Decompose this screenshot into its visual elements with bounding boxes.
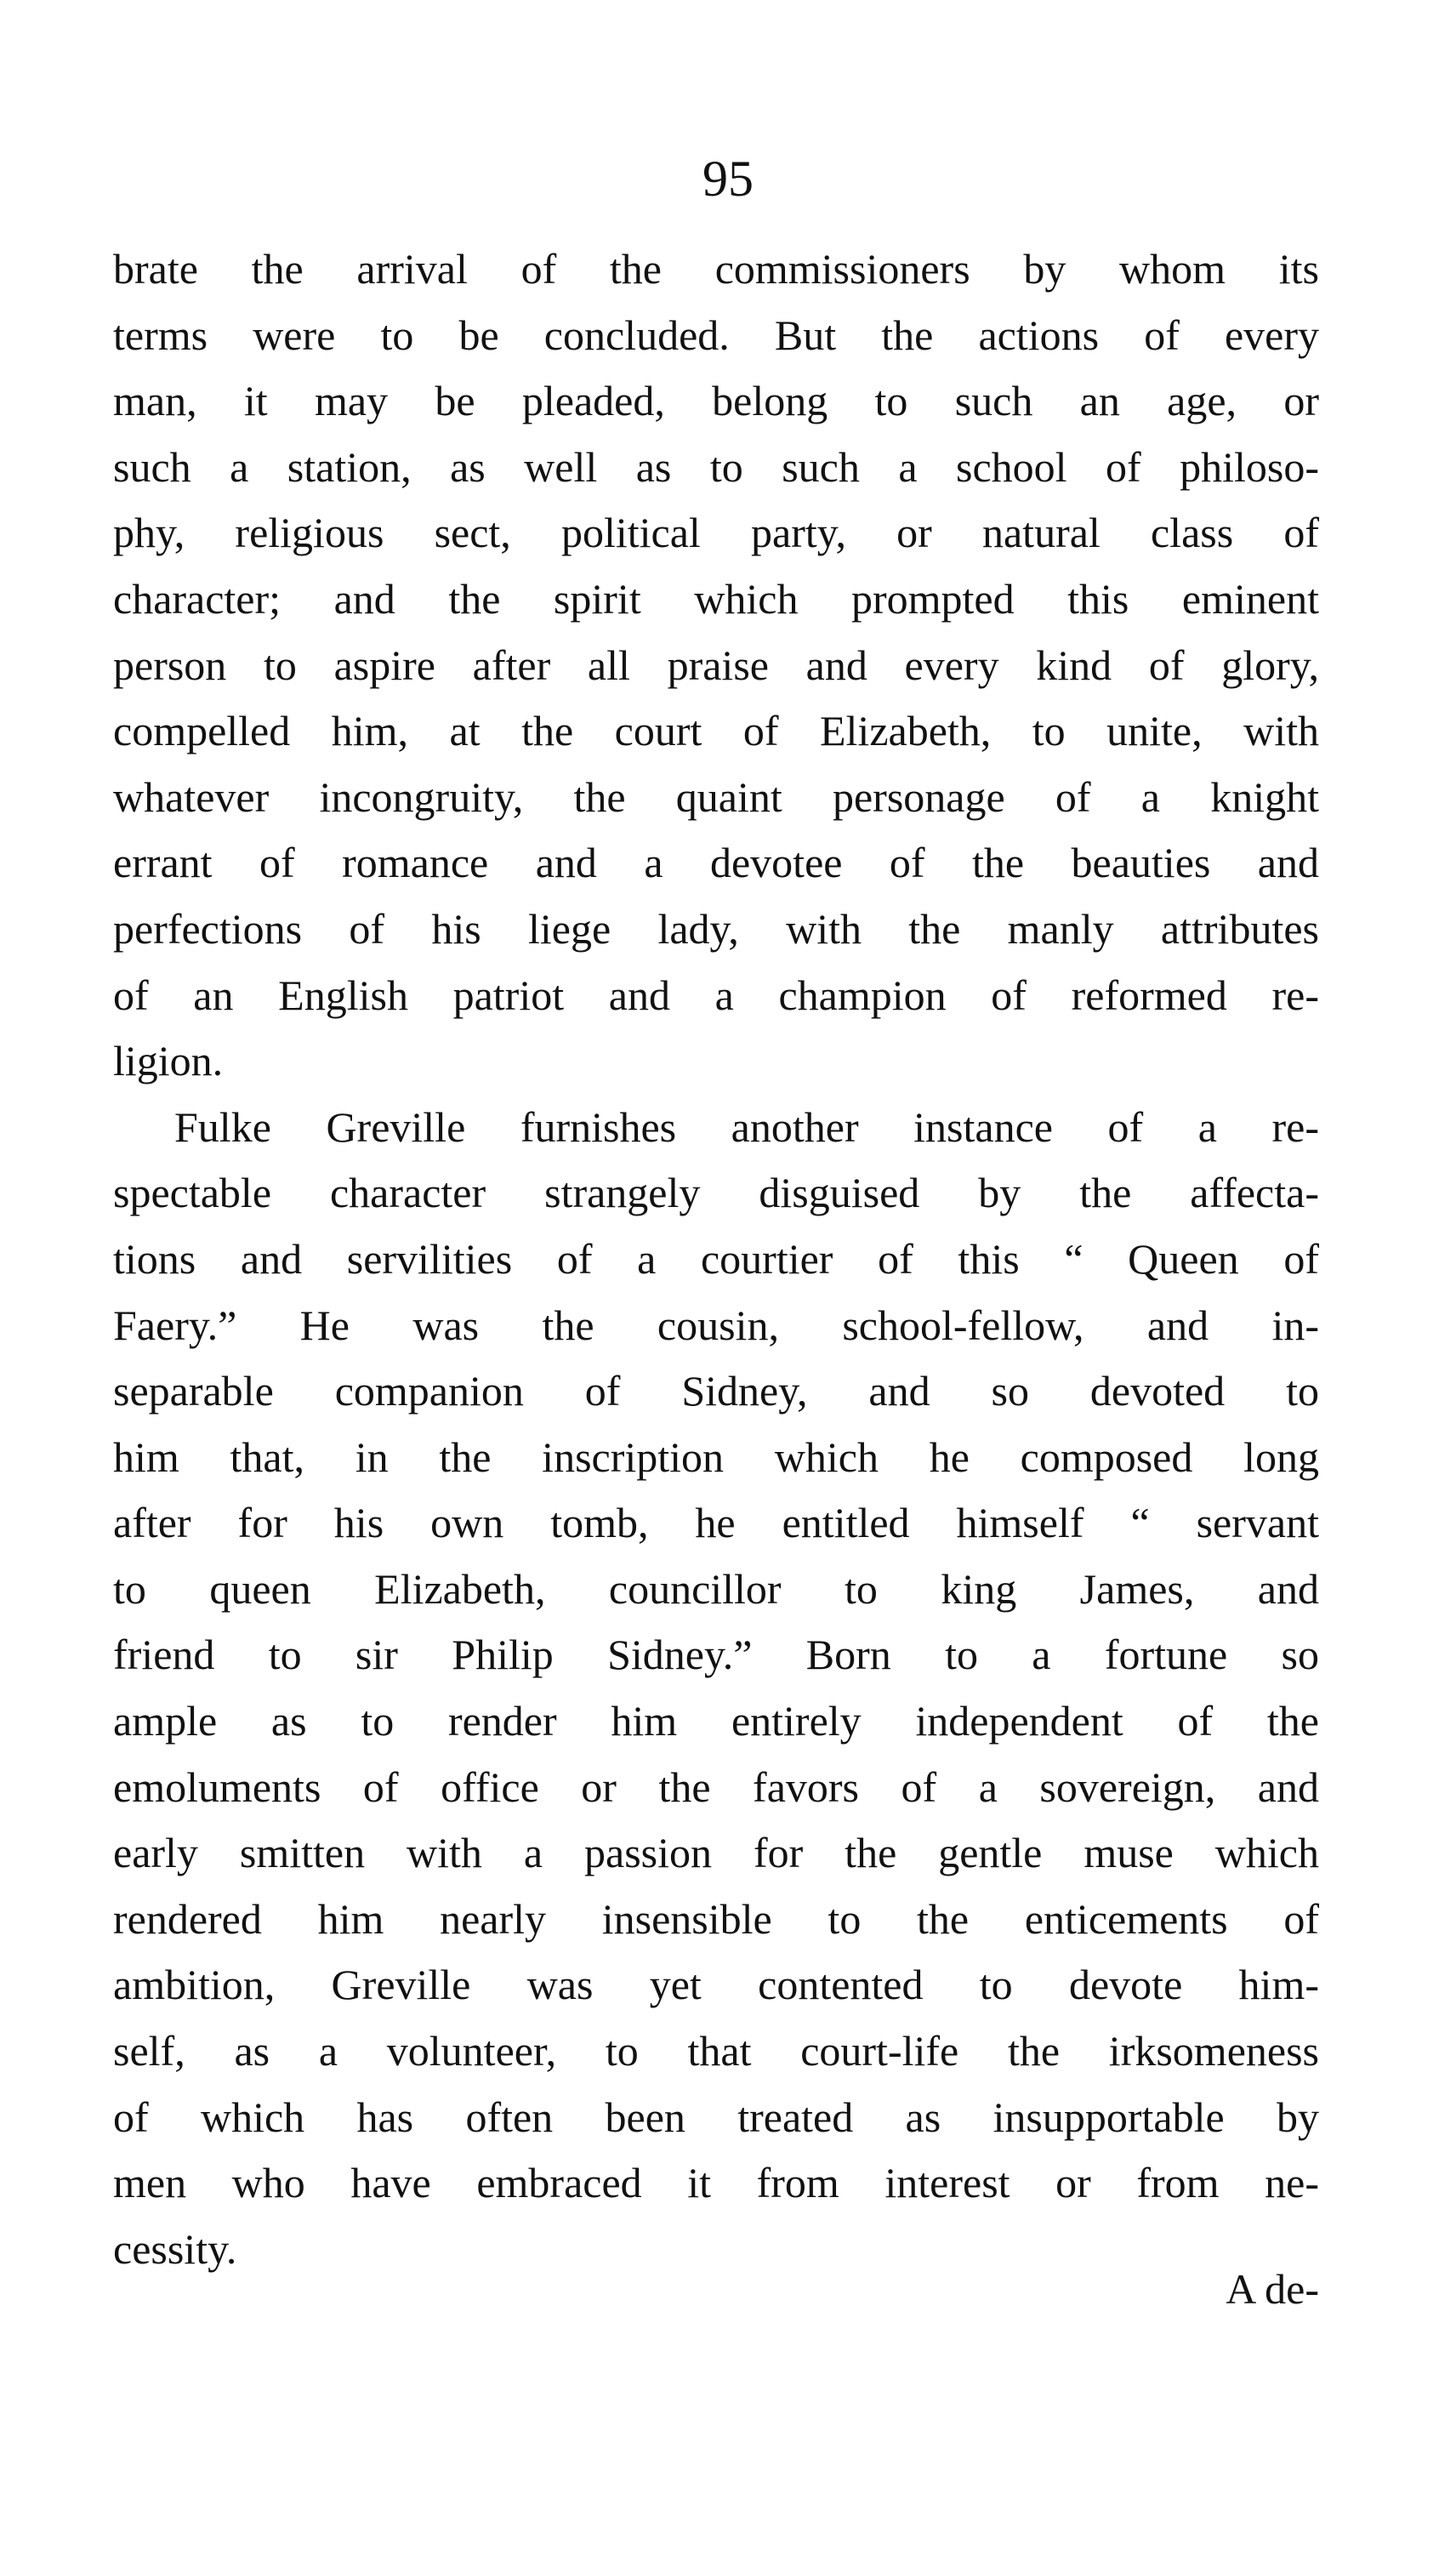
text-line: friend to sir Philip Sidney.” Born to a fortune so <box>113 1631 1319 1679</box>
text-line: errant of romance and a devotee of the beauties and <box>113 839 1319 887</box>
text-line: whatever incongruity, the quaint personage of a knight <box>113 772 1319 821</box>
text-line: Fulke Greville furnishes another instance of a re- <box>174 1102 1319 1151</box>
text-line: to queen Elizabeth, councillor to king James, and <box>113 1564 1319 1613</box>
text-line: character; and the spirit which prompted this eminent <box>113 574 1319 623</box>
text-line: compelled him, at the court of Elizabeth, to unite, with <box>113 707 1319 755</box>
text-line: man, it may be pleaded, belong to such an age, or <box>113 377 1319 425</box>
text-line: terms were to be concluded. But the actions of every <box>113 310 1319 359</box>
text-line: of an English patriot and a champion of reformed re- <box>113 971 1319 1019</box>
text-line: emoluments of office or the favors of a sovereign, and <box>113 1762 1319 1811</box>
text-line: self, as a volunteer, to that court-life the irksomeness <box>113 2027 1319 2075</box>
catchword: A de- <box>1226 2265 1319 2313</box>
text-line: of which has often been treated as insupportable by <box>113 2092 1319 2141</box>
text-line: ample as to render him entirely independent of the <box>113 1697 1319 1745</box>
text-line: person to aspire after all praise and every kind of glory, <box>113 640 1319 689</box>
text-line: Faery.” He was the cousin, school-fellow, and in- <box>113 1301 1319 1349</box>
text-line: rendered him nearly insensible to the enticements of <box>113 1894 1319 1943</box>
text-line: separable companion of Sidney, and so devoted to <box>113 1367 1319 1415</box>
text-line: men who have embraced it from interest or from ne- <box>113 2159 1319 2207</box>
text-line: after for his own tomb, he entitled himself “ servant <box>113 1499 1319 1547</box>
text-line: spectable character strangely disguised by the affecta- <box>113 1169 1319 1217</box>
text-line: him that, in the inscription which he composed long <box>113 1432 1319 1481</box>
text-line: such a station, as well as to such a school of philoso- <box>113 442 1319 491</box>
text-line: early smitten with a passion for the gentle muse which <box>113 1829 1319 1877</box>
body-text <box>113 236 1319 2282</box>
text-line: cessity. <box>113 2224 237 2273</box>
text-line: ligion. <box>113 1037 224 1085</box>
page-number: 95 <box>702 151 754 207</box>
text-line: perfections of his liege lady, with the manly attributes <box>113 904 1319 953</box>
text-line: brate the arrival of the commissioners by whom its <box>113 245 1319 293</box>
text-line: tions and servilities of a courtier of this “ Queen of <box>113 1234 1319 1283</box>
text-line: phy, religious sect, political party, or natural class of <box>113 509 1319 557</box>
text-line: ambition, Greville was yet contented to devote him- <box>113 1961 1319 2009</box>
